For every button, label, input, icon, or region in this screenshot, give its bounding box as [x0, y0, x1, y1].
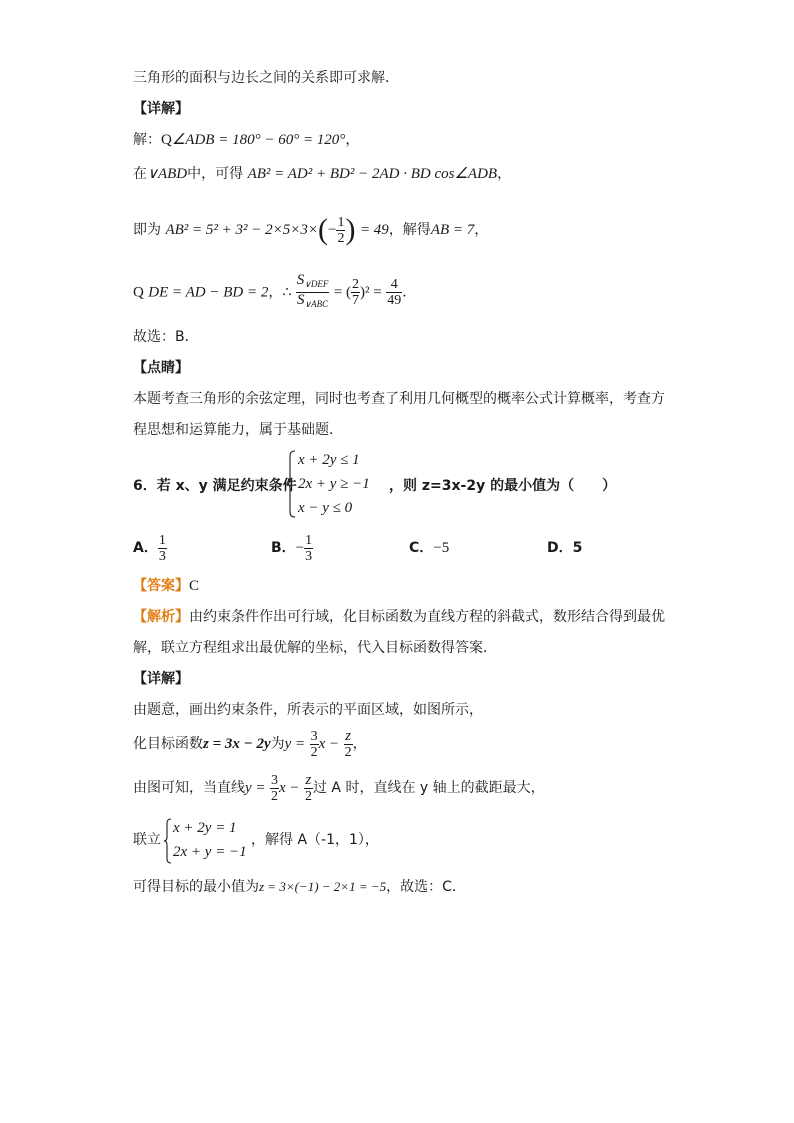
paragraph-text: 本题考查三角形的余弦定理，同时也考查了利用几何概型的概率公式计算概率，考查方 — [133, 391, 665, 407]
text: 在 — [133, 166, 147, 182]
symbol: S — [296, 272, 305, 288]
text: 中，可得 — [187, 166, 244, 182]
text: 化目标函数 — [133, 736, 203, 752]
text: ，∴ — [268, 284, 292, 301]
math-expression: AB = 7 — [430, 222, 475, 238]
constraint-2: 2x + y ≥ −1 — [298, 476, 370, 492]
denominator: 2 — [304, 788, 312, 804]
choice-line — [133, 327, 199, 347]
fraction — [386, 277, 402, 308]
equation-2: 2x + y = −1 — [173, 844, 247, 860]
numerator — [296, 273, 330, 293]
option-a[interactable] — [133, 530, 167, 566]
text: 由图可知，当直线 — [133, 780, 245, 796]
text: ， — [345, 132, 360, 148]
minus-sign: − — [295, 540, 305, 556]
math-expression: z = 3x − 2y — [203, 736, 271, 752]
text: 即为 — [133, 222, 161, 238]
text-line — [133, 68, 399, 88]
numerator: 1 — [158, 532, 166, 548]
option-b[interactable] — [271, 530, 313, 566]
text: ， — [352, 736, 367, 752]
label-text: 【详解】 — [133, 101, 189, 117]
symbol: S — [297, 292, 305, 308]
numerator: 3 — [270, 772, 278, 788]
math-expression: AB² = 5² + 3² − 2×5×3× — [165, 222, 319, 238]
paragraph-text: 三角形的面积与边长之间的关系即可求解． — [133, 70, 399, 86]
detail-line-5 — [133, 877, 466, 897]
text: 解： — [133, 132, 161, 148]
text: 过 A 时，直线在 y 轴上的截距最大， — [312, 780, 545, 796]
analysis-line — [133, 638, 497, 658]
subscript: ∨DEF — [304, 279, 329, 289]
fraction — [344, 729, 353, 760]
math-expression: DE = AD − BD = 2 — [148, 284, 269, 301]
fraction — [304, 773, 313, 804]
minus-sign: − — [328, 222, 337, 238]
denominator — [296, 293, 330, 312]
solution-line-1 — [133, 130, 359, 150]
paragraph-text: 由约束条件作出可行域，化目标函数为直线方程的斜截式，数形结合得到最优 — [189, 609, 665, 625]
question-stem-end: ，则 z=3x-2y 的最小值为（ ） — [389, 478, 617, 494]
paragraph-text: 程思想和运算能力，属于基础题． — [133, 422, 343, 438]
solution-line-4 — [133, 273, 416, 312]
option-value: −5 — [433, 540, 450, 556]
numerator: 4 — [386, 277, 402, 293]
text: 为 — [270, 736, 285, 752]
paren-left: ( — [318, 213, 329, 246]
fraction — [351, 277, 360, 308]
paragraph-line — [133, 389, 665, 409]
paragraph-text: 由题意，画出约束条件，所表示的平面区域，如图所示， — [133, 702, 483, 718]
brace-icon — [163, 818, 172, 864]
area-ratio-fraction — [296, 273, 330, 312]
analysis-label: 【解析】 — [133, 609, 189, 625]
subscript: ∨ABC — [304, 299, 329, 309]
text: 联立 — [133, 832, 161, 848]
option-d[interactable] — [547, 530, 582, 566]
denominator: 2 — [337, 230, 345, 246]
detail-line-3 — [133, 770, 545, 806]
numerator: 1 — [337, 214, 345, 230]
denominator: 3 — [305, 548, 313, 564]
analysis-line — [133, 607, 665, 627]
math-expression: x − — [318, 736, 340, 752]
constraint-1: x + 2y ≤ 1 — [298, 452, 360, 468]
answer-value: C — [189, 578, 200, 594]
text: ， — [497, 166, 512, 182]
brace-icon — [286, 450, 296, 518]
solution-line-3 — [133, 214, 488, 246]
constraint-3: x − y ≤ 0 — [298, 500, 353, 516]
section-label-detail — [133, 99, 189, 119]
math-expression: y = — [284, 736, 306, 752]
denominator: 49 — [387, 293, 402, 308]
answer-label: 【答案】 — [133, 578, 189, 594]
section-label-detail — [133, 669, 189, 689]
fraction — [310, 729, 319, 760]
text: Q — [161, 132, 172, 148]
label-text: 【点睛】 — [133, 360, 189, 376]
section-label-point — [133, 358, 189, 378]
text: ，解得 A（-1，1）， — [251, 832, 379, 848]
numerator: 3 — [310, 728, 318, 744]
text: ，故选：C． — [386, 879, 466, 895]
math-expression: AB² = AD² + BD² − 2AD · BD cos∠ADB — [247, 166, 498, 182]
denominator: 2 — [344, 744, 352, 760]
math-expression: y = — [245, 780, 266, 796]
paren-right: ) — [345, 213, 356, 246]
equation-1: x + 2y = 1 — [173, 820, 237, 836]
math-expression: = ( — [333, 284, 352, 301]
denominator: 3 — [158, 548, 166, 564]
paragraph-text: 解，联立方程组求出最优解的坐标，代入目标函数得答案． — [133, 640, 497, 656]
solution-line-2 — [133, 164, 511, 184]
text: 故选：B． — [133, 329, 199, 345]
denominator: 7 — [352, 293, 360, 308]
math-expression: ∠ADB = 180° − 60° = 120° — [171, 132, 346, 148]
detail-line-2 — [133, 726, 367, 762]
text: ，解得 — [388, 222, 431, 238]
denominator: 2 — [270, 788, 278, 804]
numerator: z — [305, 771, 312, 788]
answer-line — [133, 576, 199, 596]
text: ． — [402, 284, 417, 301]
numerator: z — [345, 727, 352, 744]
option-label: A． — [133, 540, 158, 556]
math-expression: z = 3×(−1) − 2×1 = −5 — [259, 879, 387, 894]
math-expression: ∨ABD — [147, 166, 188, 182]
detail-line-1 — [133, 700, 483, 720]
option-c[interactable] — [409, 530, 449, 566]
option-label: C． — [409, 540, 434, 556]
text: 可得目标的最小值为 — [133, 879, 259, 895]
option-label: B． — [271, 540, 296, 556]
fraction — [270, 773, 279, 804]
denominator: 2 — [310, 744, 318, 760]
fraction — [304, 533, 313, 564]
label-text: 【详解】 — [133, 671, 189, 687]
math-expression: = 49 — [359, 222, 389, 238]
question-stem: 6．若 x、y 满足约束条件 — [133, 478, 297, 494]
math-expression: )² = — [360, 284, 382, 301]
math-expression: x − — [278, 780, 300, 796]
text: Q — [133, 284, 144, 301]
numerator: 1 — [305, 532, 313, 548]
fraction — [158, 533, 167, 564]
paragraph-line — [133, 420, 343, 440]
text: ， — [474, 222, 489, 238]
numerator: 2 — [352, 277, 360, 292]
option-label: D．5 — [547, 540, 583, 556]
